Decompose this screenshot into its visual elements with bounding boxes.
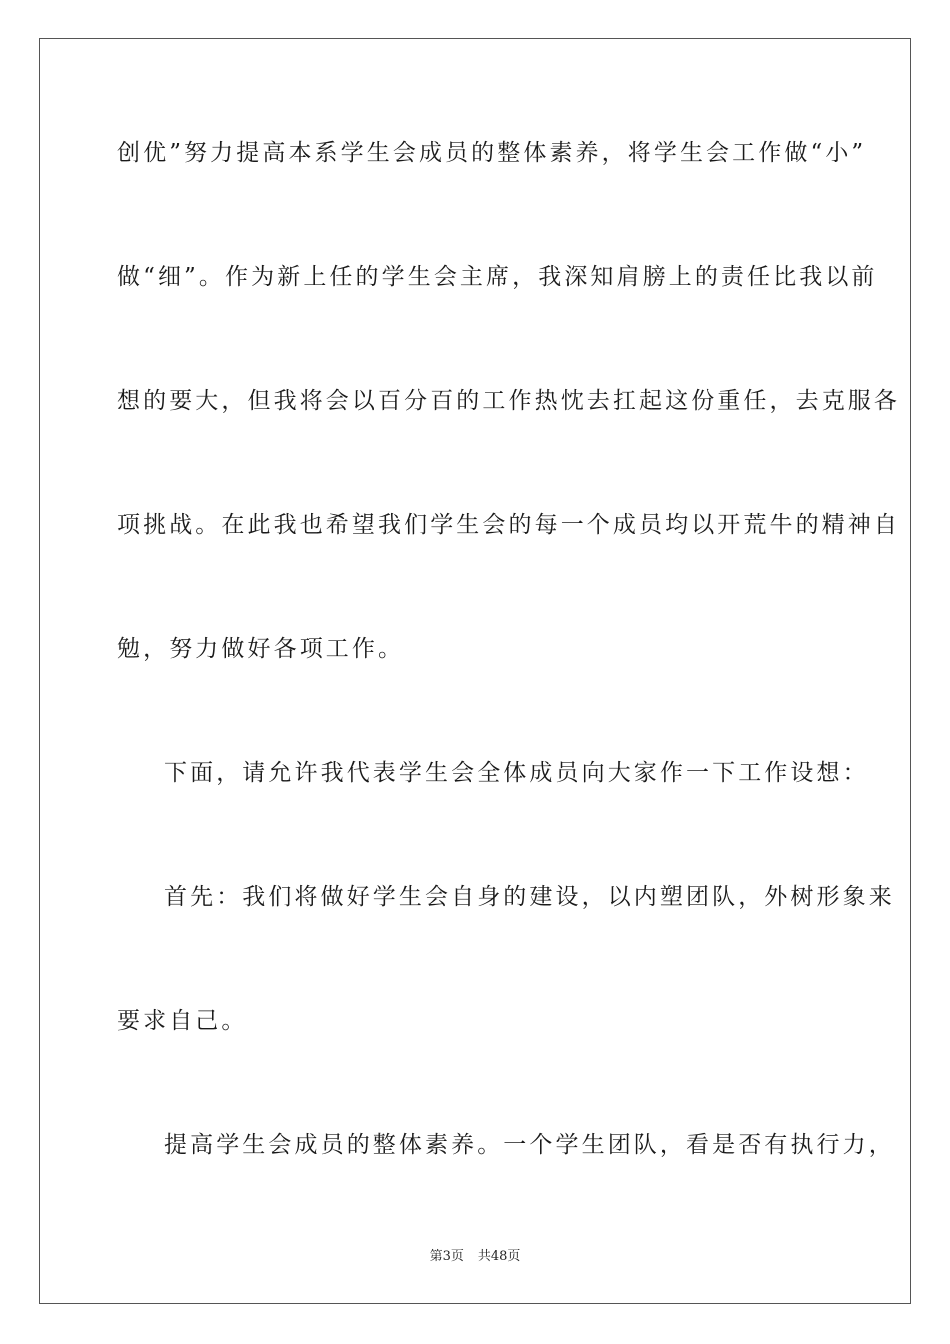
body-text-line: 提高学生会成员的整体素养。一个学生团队，看是否有执行力， <box>164 1132 895 1158</box>
body-text-line: 项挑战。在此我也希望我们学生会的每一个成员均以开荒牛的精神自 <box>117 512 900 538</box>
body-text-line: 首先：我们将做好学生会自身的建设，以内塑团队，外树形象来 <box>164 884 895 910</box>
body-text-line: 下面，请允许我代表学生会全体成员向大家作一下工作设想： <box>164 760 869 786</box>
body-text-line: 做“细”。作为新上任的学生会主席，我深知肩膀上的责任比我以前 <box>117 264 878 290</box>
body-text-line: 想的要大，但我将会以百分百的工作热忱去扛起这份重任，去克服各 <box>117 388 900 414</box>
page-border <box>39 38 911 1304</box>
body-text-line: 勉，努力做好各项工作。 <box>117 636 405 662</box>
page-total: 共48页 <box>477 1249 521 1264</box>
page-number: 第3页 <box>429 1249 464 1264</box>
body-text-line: 要求自己。 <box>117 1008 248 1034</box>
body-text-line: 创优”努力提高本系学生会成员的整体素养，将学生会工作做“小” <box>117 140 867 166</box>
page-footer <box>0 1245 950 1264</box>
